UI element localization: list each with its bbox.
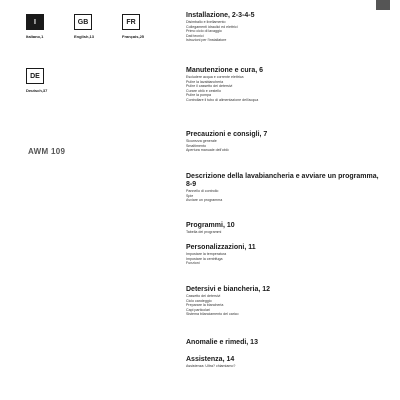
toc-subitem[interactable]: Pulire la lavabiancheria: [186, 79, 224, 84]
toc-subitem[interactable]: Sicurezza generale: [186, 139, 217, 143]
toc-subitem[interactable]: Sistema bilanciamento del carico: [186, 312, 239, 317]
toc-subitem[interactable]: Impostare la temperatura: [186, 252, 227, 256]
language-label: English,13: [74, 34, 95, 39]
language-label: Français,25: [122, 34, 145, 39]
toc-section-title[interactable]: Manutenzione e cura, 6: [186, 67, 264, 74]
toc-section-title[interactable]: Installazione, 2-3-4-5: [186, 12, 255, 19]
language-label: Italiano,1: [26, 34, 44, 39]
toc-subitem[interactable]: Assistenza: Ultra? chiamiamo?: [186, 364, 236, 368]
language-code-box: I: [26, 14, 44, 30]
toc-section: [186, 12, 254, 43]
toc-subitem[interactable]: Primo ciclo di lavaggio: [186, 29, 222, 34]
toc-subitem[interactable]: Capi particolari: [186, 307, 210, 312]
table-of-contents: [186, 0, 386, 368]
toc-section-title[interactable]: Anomalie e rimedi, 13: [186, 339, 258, 346]
toc-section: [186, 67, 263, 103]
toc-section-title[interactable]: Assistenza, 14: [186, 356, 235, 363]
toc-subitem[interactable]: Preparare la biancheria: [186, 303, 224, 308]
toc-subitem[interactable]: Controllare il tubo di alimentazione dell'acqua: [186, 97, 259, 102]
toc-subitem[interactable]: Pannello di controllo: [186, 189, 219, 193]
language-de[interactable]: [26, 68, 66, 93]
toc-subitem[interactable]: Disimballo e livellamento: [186, 20, 226, 24]
toc-section-title[interactable]: Descrizione della lavabiancheria e avviare un programma, 8-9: [186, 173, 379, 188]
toc-subitem[interactable]: Ciclo candeggio: [186, 298, 212, 303]
toc-subitem[interactable]: Impostare la centrifuga: [186, 256, 223, 261]
language-fr[interactable]: [122, 14, 162, 39]
toc-section: [186, 356, 235, 369]
toc-subitem[interactable]: Smaltimento: [186, 143, 206, 148]
toc-section-title[interactable]: Personalizzazioni, 11: [186, 244, 256, 251]
toc-section: [186, 339, 258, 347]
toc-subitem[interactable]: Avviare un programma: [186, 198, 223, 203]
toc-subitem[interactable]: Funzioni: [186, 261, 200, 266]
language-code-box: DE: [26, 68, 44, 84]
toc-section: [186, 244, 256, 266]
toc-subitem[interactable]: Spie: [186, 193, 194, 198]
toc-section: [186, 286, 270, 317]
language-it[interactable]: [26, 14, 66, 39]
language-label: Deutsch,37: [26, 88, 48, 93]
toc-subitem[interactable]: Dati tecnici: [186, 33, 204, 38]
language-code-box: GB: [74, 14, 92, 30]
toc-section: [186, 173, 386, 203]
toc-section-title[interactable]: Programmi, 10: [186, 222, 235, 229]
toc-subitem[interactable]: Collegamenti idraulici ed elettrici: [186, 24, 238, 29]
toc-subitem[interactable]: Escludere acqua e corrente elettrica: [186, 75, 244, 79]
toc-section: [186, 131, 267, 153]
toc-section-title[interactable]: Precauzioni e consigli, 7: [186, 131, 268, 138]
language-code-box: FR: [122, 14, 140, 30]
language-gb[interactable]: [74, 14, 114, 39]
toc-subitem[interactable]: Tabella dei programmi: [186, 230, 222, 234]
language-index: [26, 14, 160, 104]
model-name: AWM 109: [28, 147, 66, 156]
toc-subitem[interactable]: Istruzioni per l'installatore: [186, 38, 227, 43]
toc-subitem[interactable]: Curare oblò e cestello: [186, 88, 221, 93]
toc-subitem[interactable]: Pulire il cassetto dei detersivi: [186, 84, 233, 89]
toc-subitem[interactable]: Cassetto dei detersivi: [186, 294, 221, 298]
toc-subitem[interactable]: Apertura manuale dell'oblò: [186, 148, 229, 153]
toc-section-title[interactable]: Detersivi e biancheria, 12: [186, 286, 271, 293]
toc-subitem[interactable]: Pulire la pompa: [186, 93, 211, 98]
toc-section: [186, 222, 235, 235]
